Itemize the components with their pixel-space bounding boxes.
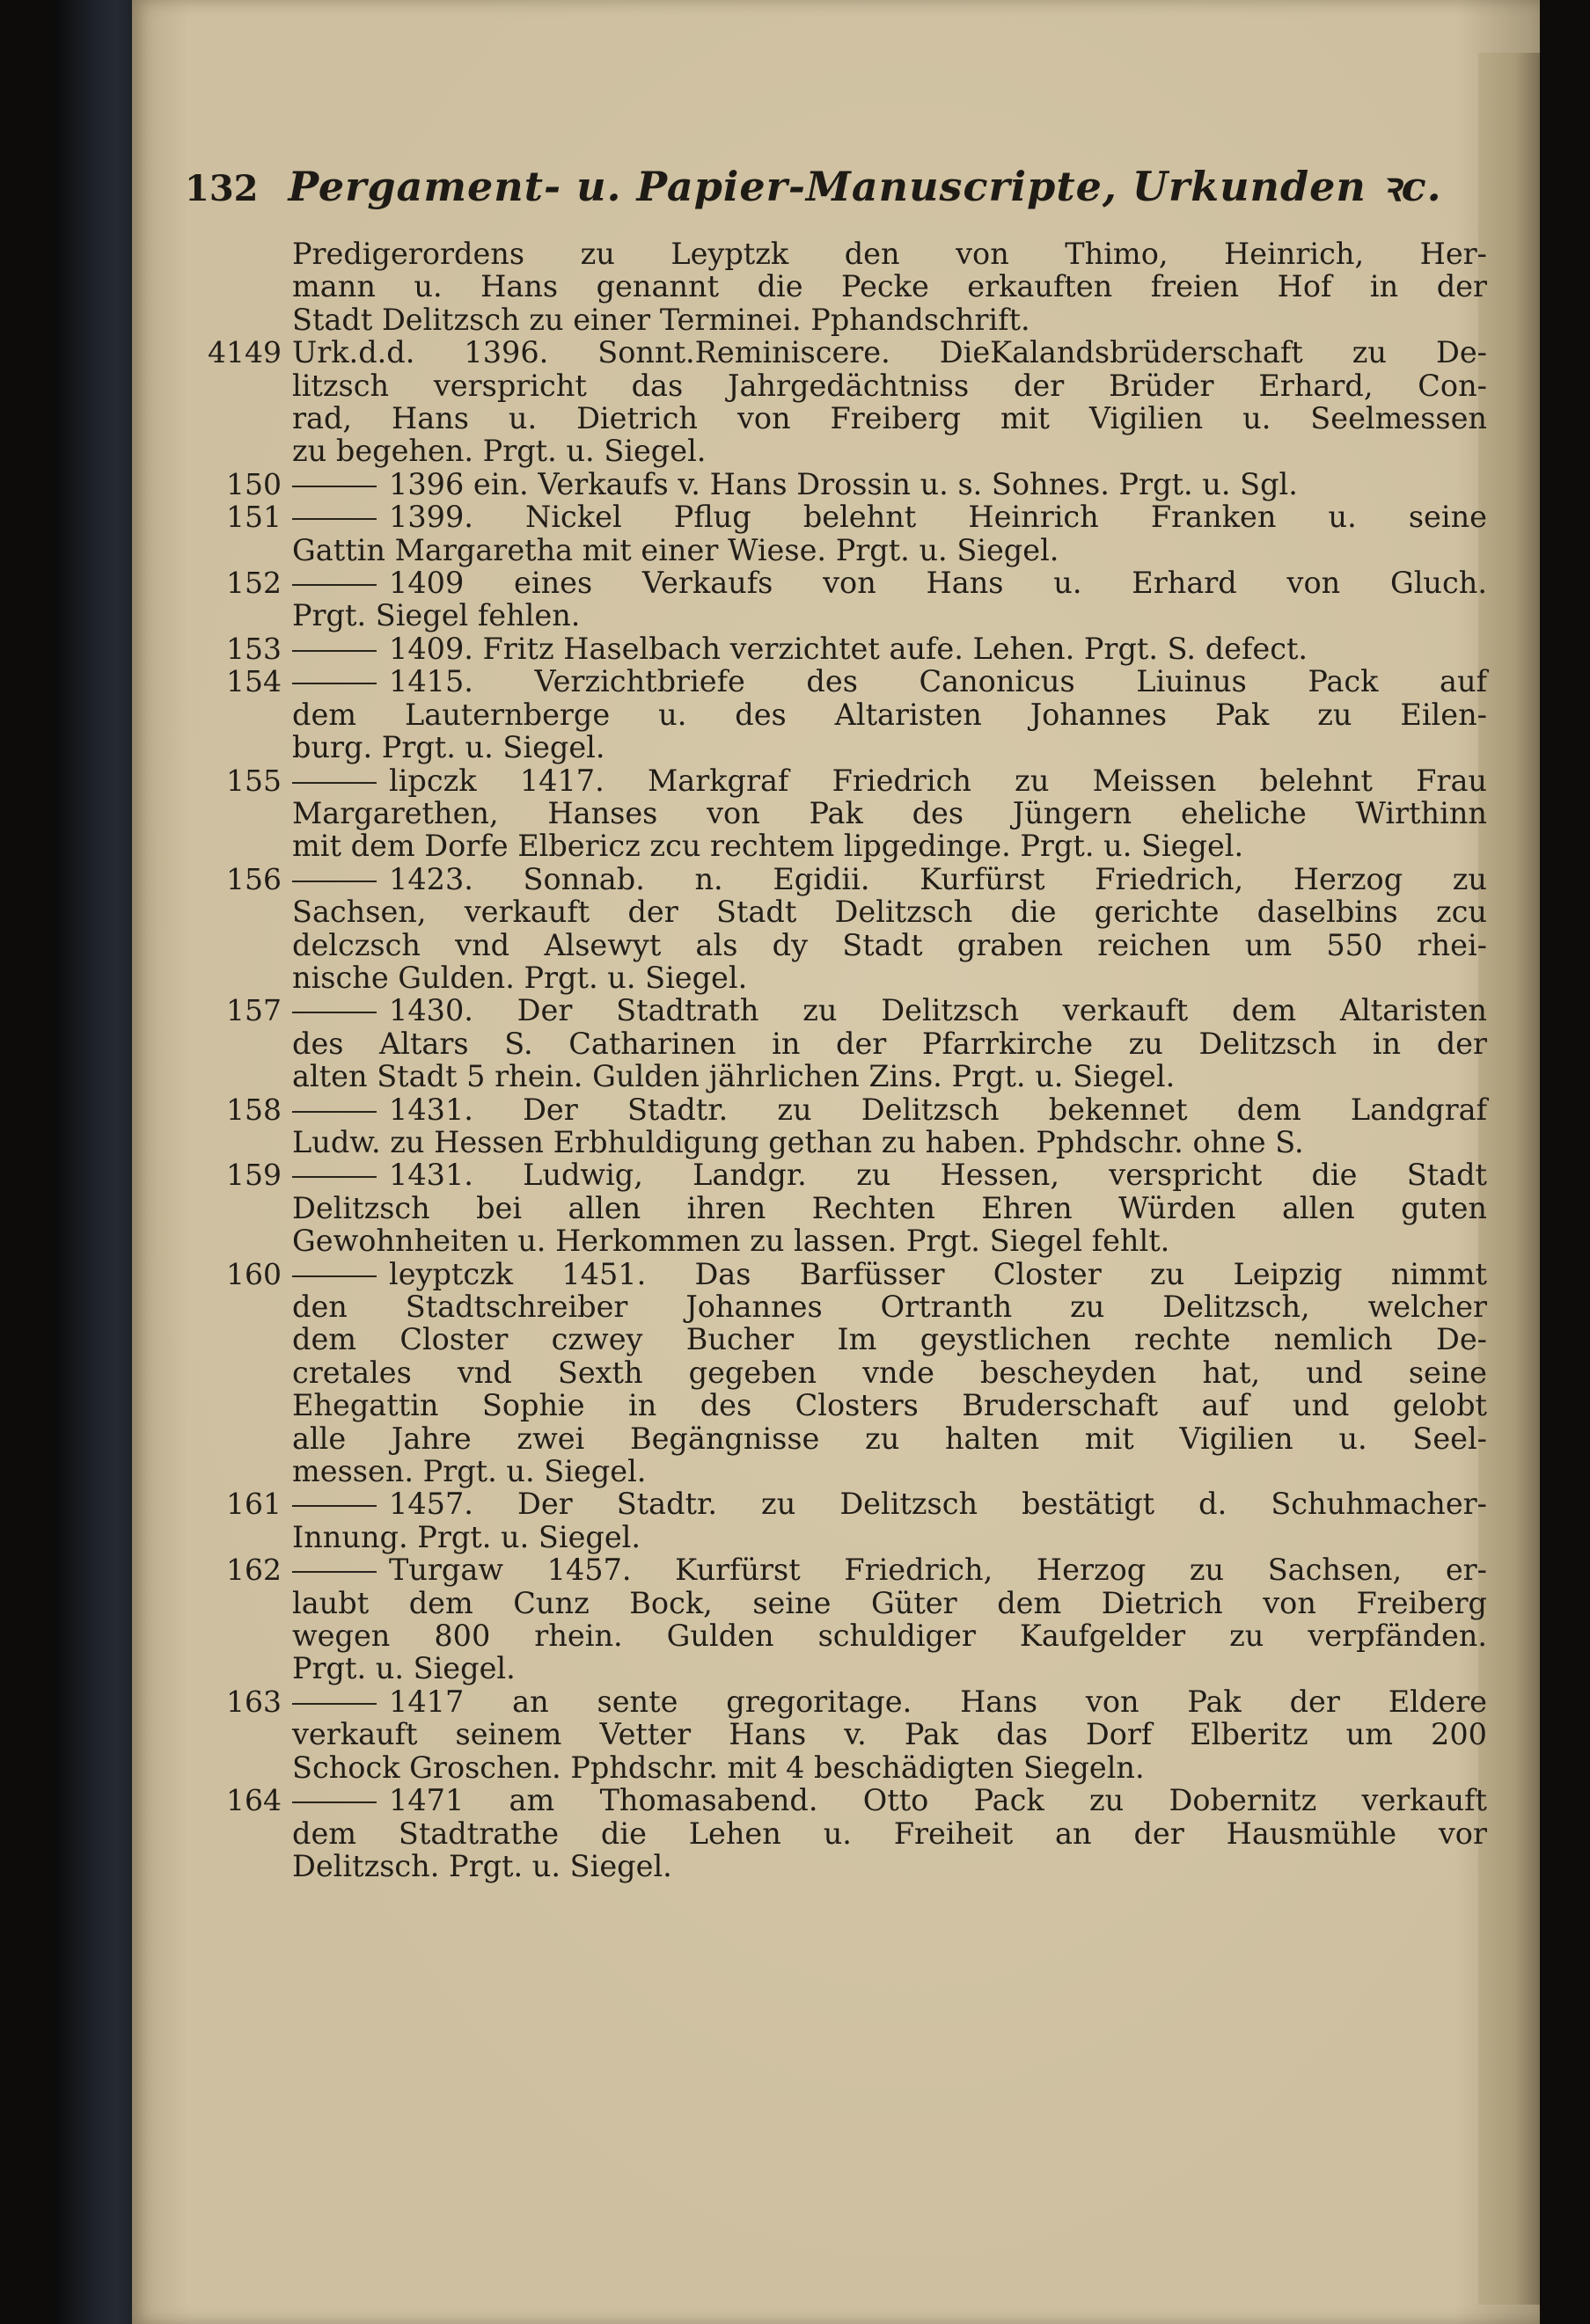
entry-line xyxy=(292,599,1487,632)
entry-text xyxy=(292,632,1487,665)
entry-text xyxy=(292,994,1487,1093)
entry-text xyxy=(292,336,1487,468)
entry-line-text: 1415. Verzichtbriefe des Canonicus Liuinus Pack auf xyxy=(389,664,1487,699)
entry-line-text: Urk.d.d. 1396. Sonnt.Reminiscere. DieKalandsbrüderschaft zu De- xyxy=(292,335,1487,370)
entry-line xyxy=(292,1685,1487,1718)
entry-line xyxy=(292,829,1487,862)
entry-number: 156 xyxy=(226,861,282,896)
entry-line-text: Predigerordens zu Leyptzk den von Thimo, Heinrich, Her- xyxy=(292,237,1487,271)
ditto-dash xyxy=(292,1571,377,1573)
entry-line xyxy=(292,1258,1487,1290)
entry-line xyxy=(292,961,1487,994)
entry-number: 163 xyxy=(226,1684,282,1719)
entry-line xyxy=(292,1553,1487,1586)
entry-line-text: laubt dem Cunz Bock, seine Güter dem Dietrich von Freiberg xyxy=(292,1585,1487,1620)
catalog-entry xyxy=(185,863,1487,995)
entry-line xyxy=(292,1356,1487,1389)
entry-line-text: Gattin Margaretha mit einer Wiese. Prgt. u. Siegel. xyxy=(292,532,1059,567)
ditto-dash xyxy=(292,683,377,684)
entry-line-text: 1431. Der Stadtr. zu Delitzsch bekennet dem Landgraf xyxy=(389,1092,1487,1127)
entry-line xyxy=(292,1521,1487,1553)
entry-text xyxy=(292,1553,1487,1685)
entry-line xyxy=(292,1389,1487,1421)
entry-line xyxy=(292,468,1487,501)
entry-line xyxy=(292,435,1487,467)
entry-line xyxy=(292,501,1487,533)
entry-number: 157 xyxy=(226,993,282,1028)
entry-number: 152 xyxy=(226,566,282,601)
entry-line xyxy=(292,1093,1487,1126)
entry-line-text: 1423. Sonnab. n. Egidii. Kurfürst Friedrich, Herzog zu xyxy=(389,861,1487,896)
entry-text xyxy=(292,665,1487,764)
entry-line xyxy=(292,1158,1487,1191)
entry-line-text: 1431. Ludwig, Landgr. zu Hessen, verspricht die Stadt xyxy=(389,1158,1487,1193)
entry-line-text: mann u. Hans genannt die Pecke erkauften freien Hof in der xyxy=(292,269,1487,304)
entry-number: 161 xyxy=(226,1487,282,1522)
entry-line-text: nische Gulden. Prgt. u. Siegel. xyxy=(292,960,748,995)
entry-number: 154 xyxy=(226,664,282,699)
catalog-entry xyxy=(185,1487,1487,1553)
entry-line xyxy=(292,632,1487,665)
entry-line xyxy=(292,1487,1487,1520)
entry-number: 153 xyxy=(226,631,282,666)
entry-text xyxy=(292,1685,1487,1784)
page-edge xyxy=(1478,53,1540,2305)
page-title: Pergament- u. Papier-Manuscripte, Urkunden ꝛc. xyxy=(288,163,1442,210)
entry-line xyxy=(292,1224,1487,1257)
ditto-dash xyxy=(292,1801,377,1803)
entry-line xyxy=(292,369,1487,402)
ditto-dash xyxy=(292,486,377,487)
entry-line-text: den Stadtschreiber Johannes Ortranth zu Delitzsch, welcher xyxy=(292,1290,1487,1324)
entry-line-text: burg. Prgt. u. Siegel. xyxy=(292,730,605,765)
entry-line xyxy=(292,1422,1487,1455)
entry-line xyxy=(292,1718,1487,1750)
entry-line-text: Schock Groschen. Pphdschr. mit 4 beschädigten Siegeln. xyxy=(292,1750,1145,1785)
entry-line xyxy=(292,566,1487,599)
entry-number: 155 xyxy=(226,763,282,798)
entry-line xyxy=(292,929,1487,961)
catalog-entry xyxy=(185,764,1487,863)
entry-line-text: litzsch verspricht das Jahrgedächtniss der Brüder Erhard, Con- xyxy=(292,368,1487,403)
ditto-dash xyxy=(292,1176,377,1178)
entry-line xyxy=(292,1455,1487,1487)
entry-line-text: Innung. Prgt. u. Siegel. xyxy=(292,1519,641,1554)
entry-line-text: zu begehen. Prgt. u. Siegel. xyxy=(292,434,707,469)
entry-line-text: Sachsen, verkauft der Stadt Delitzsch die gerichte daselbins zcu xyxy=(292,895,1487,930)
entry-line xyxy=(292,1027,1487,1060)
entry-line-text: dem Closter czwey Bucher Im geystlichen rechte nemlich De- xyxy=(292,1322,1487,1357)
entry-line-text: alle Jahre zwei Begängnisse zu halten mit Vigilien u. Seel- xyxy=(292,1421,1487,1456)
entry-number: 164 xyxy=(226,1783,282,1818)
entry-line xyxy=(292,1587,1487,1619)
page-header xyxy=(185,158,1469,229)
entry-text xyxy=(292,1158,1487,1257)
entry-text xyxy=(292,501,1487,566)
entry-number: 4149 xyxy=(208,335,282,370)
entry-line-text: wegen 800 rhein. Gulden schuldiger Kaufgelder zu verpfänden. xyxy=(292,1619,1487,1654)
page-number: 132 xyxy=(185,168,259,209)
catalog-entry xyxy=(185,1093,1487,1159)
entry-line-text: Delitzsch bei allen ihren Rechten Ehren Würden allen guten xyxy=(292,1190,1487,1225)
entry-text xyxy=(292,863,1487,995)
entry-line-text: messen. Prgt. u. Siegel. xyxy=(292,1454,647,1489)
entry-line xyxy=(292,1817,1487,1850)
catalog-entry xyxy=(185,1784,1487,1882)
catalog-entry xyxy=(185,468,1487,501)
entry-line-text: Prgt. Siegel fehlen. xyxy=(292,598,581,633)
entry-line xyxy=(292,895,1487,928)
ditto-dash xyxy=(292,650,377,652)
entry-number: 151 xyxy=(226,500,282,535)
catalog-entry xyxy=(185,994,1487,1093)
entry-line-text: Ehegattin Sophie in des Closters Bruderschaft auf und gelobt xyxy=(292,1388,1487,1423)
entry-line-text: Prgt. u. Siegel. xyxy=(292,1651,516,1686)
ditto-dash xyxy=(292,1012,377,1013)
entry-text xyxy=(292,1784,1487,1882)
ditto-dash xyxy=(292,1111,377,1113)
entry-line xyxy=(292,1619,1487,1652)
entry-line-text: delczsch vnd Alsewyt als dy Stadt graben reichen um 550 rhei- xyxy=(292,927,1487,962)
catalog-entry xyxy=(185,1685,1487,1784)
ditto-dash xyxy=(292,1505,377,1507)
ditto-dash xyxy=(292,1275,377,1277)
entry-line-text: Gewohnheiten u. Herkommen zu lassen. Prgt. Siegel fehlt. xyxy=(292,1224,1170,1259)
catalog-entry xyxy=(185,336,1487,468)
entry-line-text: lipczk 1417. Markgraf Friedrich zu Meissen belehnt Frau xyxy=(389,763,1487,798)
entry-text xyxy=(292,1487,1487,1553)
entry-line-text: 1417 an sente gregoritage. Hans von Pak der Eldere xyxy=(389,1684,1487,1719)
entry-line xyxy=(292,1784,1487,1816)
entry-number: 150 xyxy=(226,466,282,501)
entry-text xyxy=(292,566,1487,632)
entry-number: 162 xyxy=(226,1553,282,1588)
entry-line-text: 1430. Der Stadtrath zu Delitzsch verkauft dem Altaristen xyxy=(389,993,1487,1028)
entry-line-text: 1399. Nickel Pflug belehnt Heinrich Franken u. seine xyxy=(389,500,1487,535)
entry-line xyxy=(292,994,1487,1027)
catalog-entry xyxy=(185,238,1487,336)
entry-line-text: leyptczk 1451. Das Barfüsser Closter zu Leipzig nimmt xyxy=(389,1256,1487,1291)
entry-line-text: rad, Hans u. Dietrich von Freiberg mit Vigilien u. Seelmessen xyxy=(292,401,1487,436)
entry-line xyxy=(292,1290,1487,1323)
entry-text xyxy=(292,238,1487,336)
entry-line xyxy=(292,863,1487,895)
entry-text xyxy=(292,764,1487,863)
entry-line xyxy=(292,665,1487,698)
entry-line xyxy=(292,534,1487,566)
entry-line xyxy=(292,1652,1487,1685)
catalog-entry xyxy=(185,1158,1487,1257)
entry-line-text: mit dem Dorfe Elbericz zcu rechtem lipgedinge. Prgt. u. Siegel. xyxy=(292,829,1244,864)
entry-line-text: Delitzsch. Prgt. u. Siegel. xyxy=(292,1848,672,1883)
catalog-entries xyxy=(185,238,1487,1882)
entry-text xyxy=(292,1258,1487,1488)
book-page xyxy=(132,0,1540,2324)
entry-line xyxy=(292,238,1487,270)
entry-line xyxy=(292,1126,1487,1158)
entry-line-text: Ludw. zu Hessen Erbhuldigung gethan zu haben. Pphdschr. ohne S. xyxy=(292,1124,1304,1159)
entry-line xyxy=(292,1751,1487,1784)
entry-line xyxy=(292,270,1487,303)
entry-line-text: cretales vnd Sexth gegeben vnde bescheyden hat, und seine xyxy=(292,1355,1487,1390)
entry-text xyxy=(292,468,1487,501)
entry-line xyxy=(292,764,1487,797)
entry-line-text: 1409 eines Verkaufs von Hans u. Erhard von Gluch. xyxy=(389,566,1487,601)
catalog-entry xyxy=(185,1258,1487,1488)
entry-line-text: des Altars S. Catharinen in der Pfarrkirche zu Delitzsch in der xyxy=(292,1026,1487,1061)
entry-line xyxy=(292,303,1487,336)
entry-number: 159 xyxy=(226,1158,282,1193)
entry-line xyxy=(292,1850,1487,1882)
entry-line xyxy=(292,1323,1487,1356)
entry-line-text: Margarethen, Hanses von Pak des Jüngern eheliche Wirthinn xyxy=(292,795,1487,830)
catalog-entry xyxy=(185,665,1487,764)
ditto-dash xyxy=(292,782,377,784)
ditto-dash xyxy=(292,1703,377,1705)
entry-line xyxy=(292,336,1487,369)
ditto-dash xyxy=(292,881,377,882)
entry-line xyxy=(292,402,1487,435)
entry-line xyxy=(292,698,1487,731)
entry-line-text: dem Lauternberge u. des Altaristen Johannes Pak zu Eilen- xyxy=(292,697,1487,732)
entry-line-text: Stadt Delitzsch zu einer Terminei. Pphandschrift. xyxy=(292,302,1030,337)
entry-line-text: 1457. Der Stadtr. zu Delitzsch bestätigt d. Schuhmacher- xyxy=(389,1487,1487,1522)
entry-line xyxy=(292,797,1487,829)
entry-number xyxy=(185,238,292,336)
catalog-entry xyxy=(185,501,1487,566)
entry-line-text: 1396 ein. Verkaufs v. Hans Drossin u. s. Sohnes. Prgt. u. Sgl. xyxy=(389,466,1298,501)
catalog-entry xyxy=(185,632,1487,665)
catalog-entry xyxy=(185,566,1487,632)
entry-text xyxy=(292,1093,1487,1159)
entry-number: 158 xyxy=(226,1092,282,1127)
entry-line-text: Turgaw 1457. Kurfürst Friedrich, Herzog zu Sachsen, er- xyxy=(389,1553,1487,1588)
entry-line xyxy=(292,1192,1487,1224)
ditto-dash xyxy=(292,518,377,520)
entry-line xyxy=(292,1060,1487,1093)
entry-line-text: verkauft seinem Vetter Hans v. Pak das Dorf Elberitz um 200 xyxy=(292,1717,1487,1752)
entry-line-text: dem Stadtrathe die Lehen u. Freiheit an der Hausmühle vor xyxy=(292,1816,1487,1851)
entry-line-text: 1409. Fritz Haselbach verzichtet aufe. Lehen. Prgt. S. defect. xyxy=(389,631,1308,666)
entry-line-text: 1471 am Thomasabend. Otto Pack zu Dobernitz verkauft xyxy=(389,1783,1487,1818)
ditto-dash xyxy=(292,584,377,586)
entry-number: 160 xyxy=(226,1256,282,1291)
catalog-entry xyxy=(185,1553,1487,1685)
entry-line xyxy=(292,731,1487,764)
entry-line-text: alten Stadt 5 rhein. Gulden jährlichen Zins. Prgt. u. Siegel. xyxy=(292,1059,1176,1094)
